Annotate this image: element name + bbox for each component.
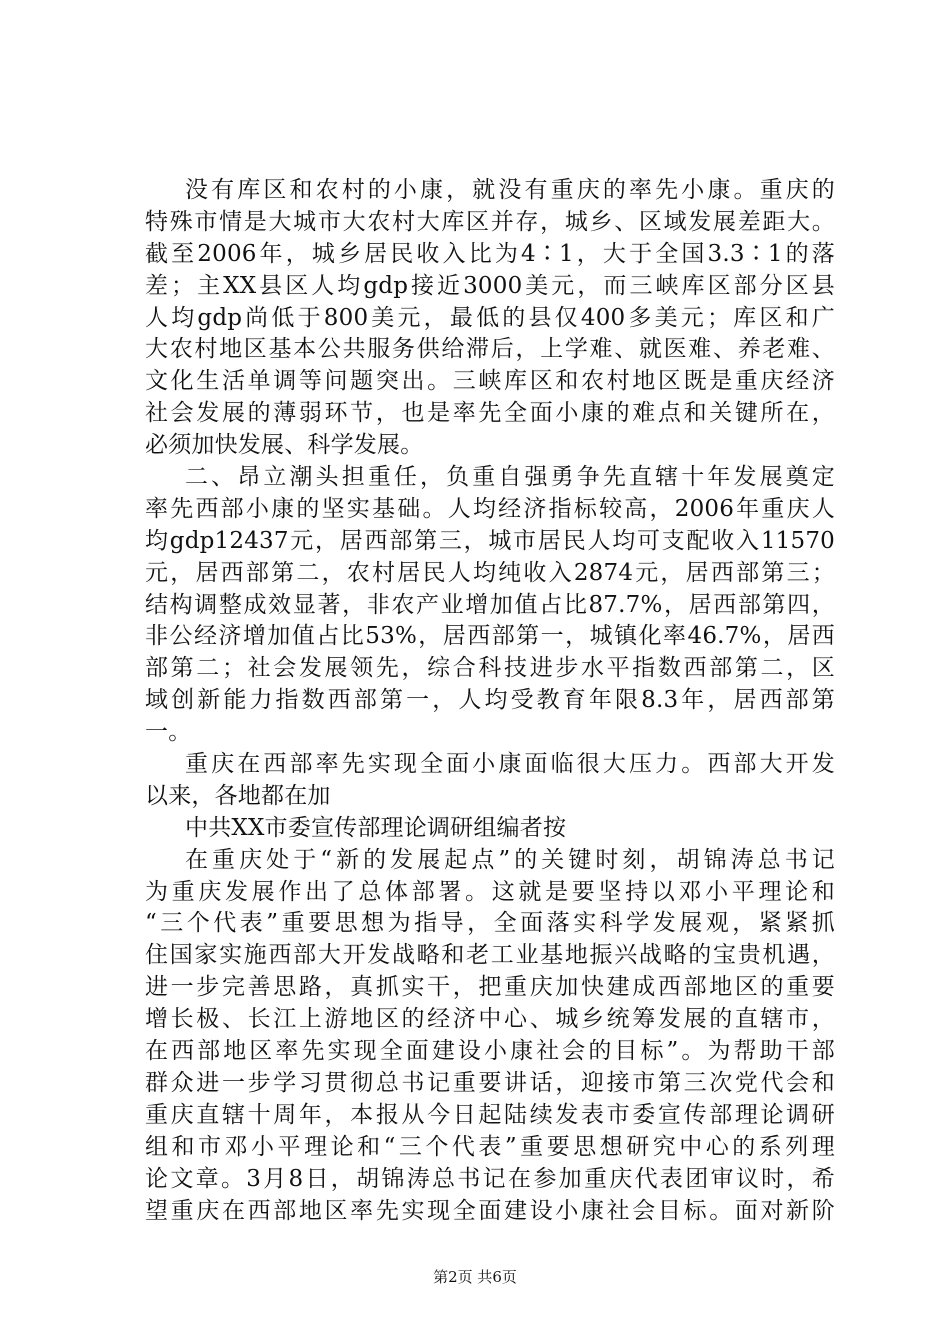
text-line: “三个代表”重要思想为指导，全面落实科学发展观，紧紧抓 — [145, 910, 835, 937]
text-line: 组和市邓小平理论和“三个代表”重要思想研究中心的系列理 — [145, 1133, 835, 1160]
text-line: 在重庆处于“新的发展起点”的关键时刻，胡锦涛总书记 — [185, 846, 835, 873]
text-line: 望重庆在西部地区率先实现全面建设小康社会目标。面对新阶 — [145, 1197, 835, 1224]
text-line: 率先西部小康的坚实基础。人均经济指标较高，2006年重庆人 — [145, 495, 835, 522]
text-line: 非公经济增加值占比53%，居西部第一，城镇化率46.7%，居西 — [145, 623, 835, 650]
text-line: 特殊市情是大城市大农村大库区并存，城乡、区域发展差距大。 — [145, 208, 835, 235]
text-line: 以来，各地都在加 — [145, 782, 331, 809]
text-line: 论文章。3月8日，胡锦涛总书记在参加重庆代表团审议时，希 — [145, 1165, 835, 1192]
page-number-footer: 第2页 共6页 — [433, 1268, 517, 1286]
text-line: 重庆直辖十周年，本报从今日起陆续发表市委宣传部理论调研 — [145, 1101, 835, 1128]
text-line: 差；主XX县区人均gdp接近3000美元，而三峡库区部分区县 — [145, 272, 835, 299]
text-line: 增长极、长江上游地区的经济中心、城乡统筹发展的直辖市， — [145, 1006, 835, 1033]
text-line: 部第二；社会发展领先，综合科技进步水平指数西部第二，区 — [145, 655, 835, 682]
text-line: 在西部地区率先实现全面建设小康社会的目标”。为帮助干部 — [145, 1038, 835, 1065]
text-line: 均gdp12437元，居西部第三，城市居民人均可支配收入11570 — [145, 527, 835, 554]
text-line: 为重庆发展作出了总体部署。这就是要坚持以邓小平理论和 — [145, 878, 835, 905]
text-line: 必须加快发展、科学发展。 — [145, 432, 424, 459]
text-line: 结构调整成效显著，非农产业增加值占比87.7%，居西部第四， — [145, 591, 835, 618]
text-line: 元，居西部第二，农村居民人均纯收入2874元，居西部第三； — [145, 559, 835, 586]
document-body — [145, 175, 835, 1227]
text-line: 没有库区和农村的小康，就没有重庆的率先小康。重庆的 — [185, 177, 835, 203]
text-line: 群众进一步学习贯彻总书记重要讲话，迎接市第三次党代会和 — [145, 1069, 835, 1096]
text-line: 二、昂立潮头担重任，负重自强勇争先直辖十年发展奠定 — [185, 464, 835, 491]
text-line: 一。 — [145, 719, 192, 746]
text-line: 社会发展的薄弱环节，也是率先全面小康的难点和关键所在， — [145, 400, 835, 427]
text-line: 文化生活单调等问题突出。三峡库区和农村地区既是重庆经济 — [145, 368, 835, 395]
text-line: 中共XX市委宣传部理论调研组编者按 — [185, 814, 567, 841]
text-line: 大农村地区基本公共服务供给滞后，上学难、就医难、养老难、 — [145, 336, 835, 363]
text-line: 重庆在西部率先实现全面小康面临很大压力。西部大开发 — [185, 751, 835, 778]
text-line: 截至2006年，城乡居民收入比为4∶1，大于全国3.3∶1的落 — [145, 240, 835, 267]
text-line: 人均gdp尚低于800美元，最低的县仅400多美元；库区和广 — [145, 304, 835, 331]
text-line: 域创新能力指数西部第一，人均受教育年限8.3年，居西部第 — [145, 687, 835, 714]
text-line: 进一步完善思路，真抓实干，把重庆加快建成西部地区的重要 — [145, 974, 835, 1001]
text-line: 住国家实施西部大开发战略和老工业基地振兴战略的宝贵机遇， — [145, 942, 835, 969]
